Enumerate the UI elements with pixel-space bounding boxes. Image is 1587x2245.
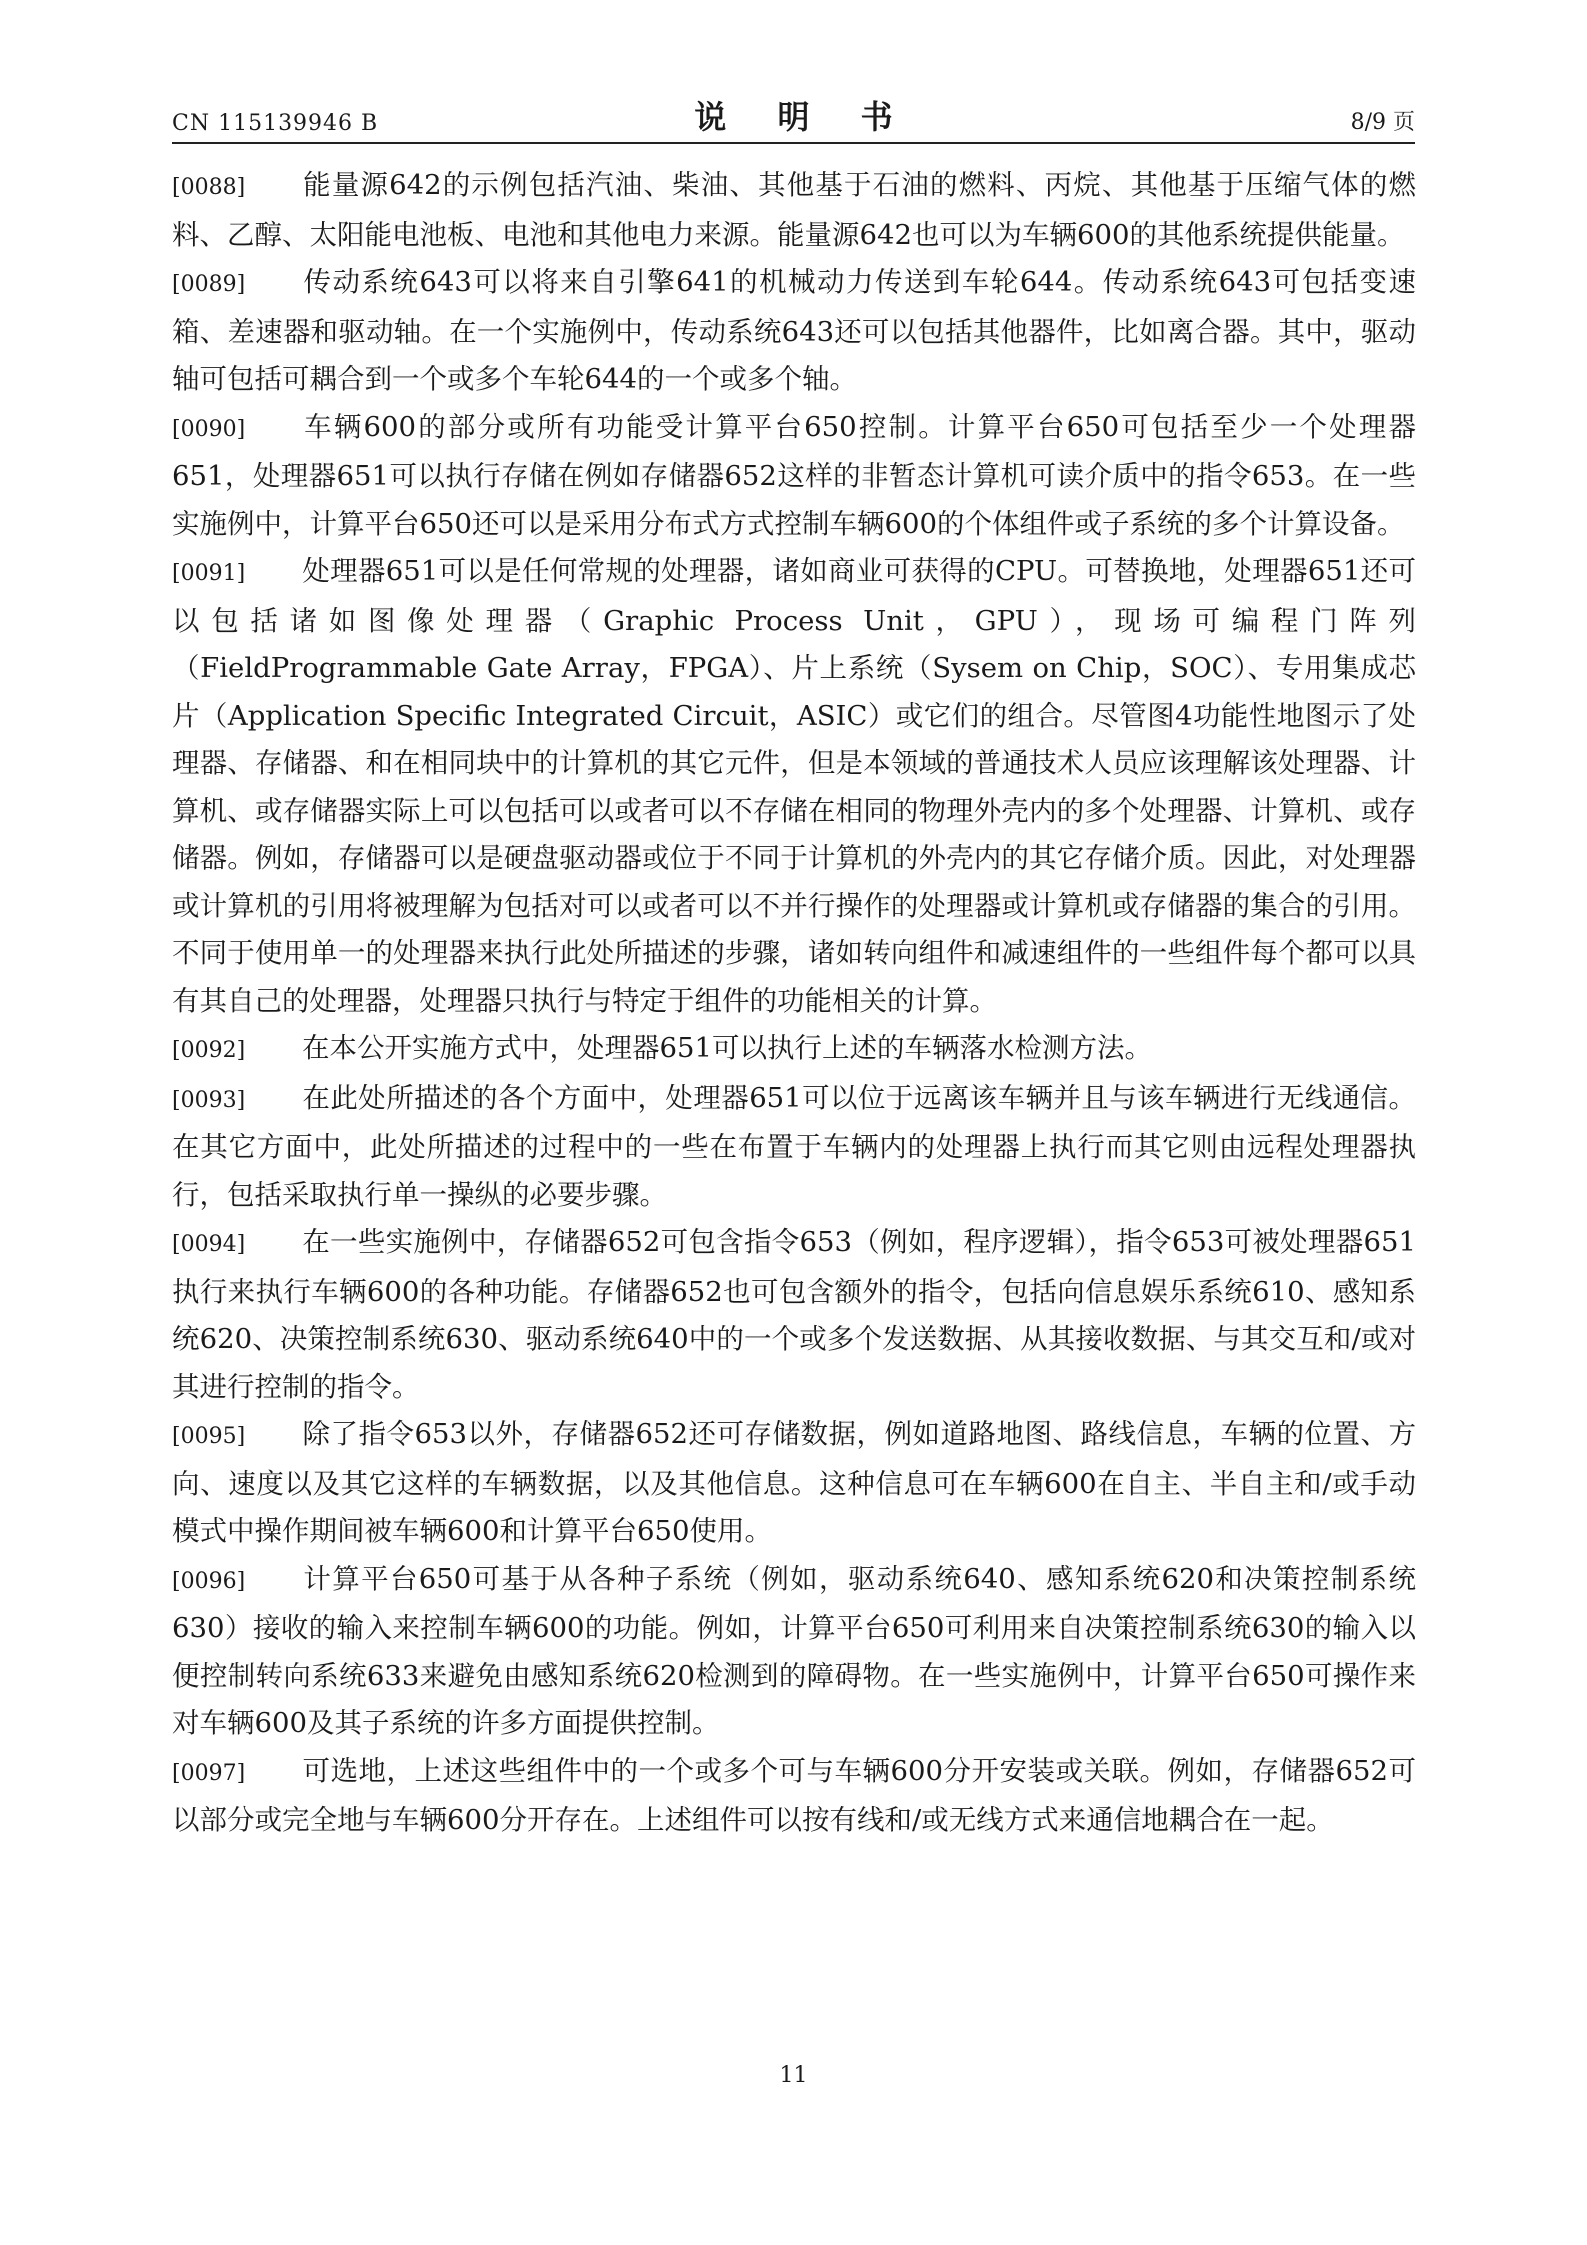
paragraph-text: 在一些实施例中，存储器652可包含指令653（例如，程序逻辑），指令653可被处理器651执行来执行车辆600的各种功能。存储器652也可包含额外的指令，包括向信息娱乐系统610、感知系统620、决策控制系统630、驱动系统640中的一个或多个发送数据、从其接收数据、与其交互和/或对其进行控制的指令。 [172, 1226, 1416, 1403]
paragraph-number: [0094] [172, 1232, 246, 1257]
paragraph-0095 [172, 1411, 1416, 1556]
paragraph-number: [0096] [172, 1568, 246, 1594]
paragraph-text: 车辆600的部分或所有功能受计算平台650控制。计算平台650可包括至少一个处理器651，处理器651可以执行存储在例如存储器652这样的非暂态计算机可读介质中的指令653。在一些实施例中，计算平台650还可以是采用分布式方式控制车辆600的个体组件或子系统的多个计算设备。 [172, 410, 1416, 540]
paragraph-number: [0092] [172, 1038, 246, 1063]
paragraph-0090 [172, 404, 1416, 549]
paragraph-0097 [172, 1748, 1416, 1845]
paragraph-text: 在本公开实施方式中，处理器651可以执行上述的车辆落水检测方法。 [302, 1032, 1152, 1064]
paragraph-text: 在此处所描述的各个方面中，处理器651可以位于远离该车辆并且与该车辆进行无线通信。在其它方面中，此处所描述的过程中的一些在布置于车辆内的处理器上执行而其它则由远程处理器执行，包括采取执行单一操纵的必要步骤。 [172, 1081, 1416, 1211]
paragraph-text: 计算平台650可基于从各种子系统（例如，驱动系统640、感知系统620和决策控制系统630）接收的输入来控制车辆600的功能。例如，计算平台650可利用来自决策控制系统630的输入以便控制转向系统633来避免由感知系统620检测到的障碍物。在一些实施例中，计算平台650可操作来对车辆600及其子系统的许多方面提供控制。 [172, 1562, 1416, 1739]
paragraph-0093 [172, 1075, 1416, 1220]
paragraph-0094 [172, 1219, 1416, 1411]
page-reference: 8/9 页 [1350, 110, 1415, 135]
paragraph-0089 [172, 259, 1416, 404]
paragraph-number: [0093] [172, 1087, 246, 1113]
paragraph-number: [0095] [172, 1424, 246, 1449]
document-id: CN 115139946 B [172, 111, 379, 136]
paragraph-0096 [172, 1556, 1416, 1748]
paragraph-text: 能量源642的示例包括汽油、柴油、其他基于石油的燃料、丙烷、其他基于压缩气体的燃料、乙醇、太阳能电池板、电池和其他电力来源。能量源642也可以为车辆600的其他系统提供能量。 [172, 169, 1416, 251]
paragraph-0091 [172, 548, 1416, 1025]
page-header [172, 96, 1415, 144]
paragraph-number: [0097] [172, 1760, 246, 1786]
paragraph-number: [0088] [172, 175, 246, 200]
paragraph-text: 可选地，上述这些组件中的一个或多个可与车辆600分开安装或关联。例如，存储器652可以部分或完全地与车辆600分开存在。上述组件可以按有线和/或无线方式来通信地耦合在一起。 [172, 1754, 1416, 1836]
paragraph-text: 传动系统643可以将来自引擎641的机械动力传送到车轮644。传动系统643可包括变速箱、差速器和驱动轴。在一个实施例中，传动系统643还可以包括其他器件，比如离合器。其中，驱动轴可包括可耦合到一个或多个车轮644的一个或多个轴。 [172, 266, 1416, 395]
paragraph-0088 [172, 162, 1416, 259]
paragraph-text: 除了指令653以外，存储器652还可存储数据，例如道路地图、路线信息，车辆的位置、方向、速度以及其它这样的车辆数据，以及其他信息。这种信息可在车辆600在自主、半自主和/或手动模式中操作期间被车辆600和计算平台650使用。 [172, 1418, 1416, 1547]
document-body [172, 162, 1416, 1845]
paragraph-number: [0089] [172, 272, 246, 297]
paragraph-number: [0091] [172, 561, 246, 586]
document-title: 说 明 书 [694, 98, 913, 136]
paragraph-number: [0090] [172, 416, 246, 442]
page-number: 11 [779, 2063, 808, 2088]
paragraph-0092 [172, 1025, 1416, 1075]
paragraph-text: 处理器651可以是任何常规的处理器，诸如商业可获得的CPU。可替换地，处理器651还可以包括诸如图像处理器（Graphic Process Unit，GPU），现场可编程门阵列（FieldProgrammable Gate Array，FPGA）、片上系统（Sysem on Chip，SOC）、专用集成芯片（Application Specific Integrated Circuit，ASIC）或它们的组合。尽管图4功能性地图示了处理器、存储器、和在相同块中的计算机的其它元件，但是本领域的普通技术人员应该理解该处理器、计算机、或存储器实际上可以包括可以或者可以不存储在相同的物理外壳内的多个处理器、计算机、或存储器。例如，存储器可以是硬盘驱动器或位于不同于计算机的外壳内的其它存储介质。因此，对处理器或计算机的引用将被理解为包括对可以或者可以不并行操作的处理器或计算机或存储器的集合的引用。不同于使用单一的处理器来执行此处所描述的步骤，诸如转向组件和减速组件的一些组件每个都可以具有其自己的处理器，处理器只执行与特定于组件的功能相关的计算。 [172, 555, 1416, 1017]
